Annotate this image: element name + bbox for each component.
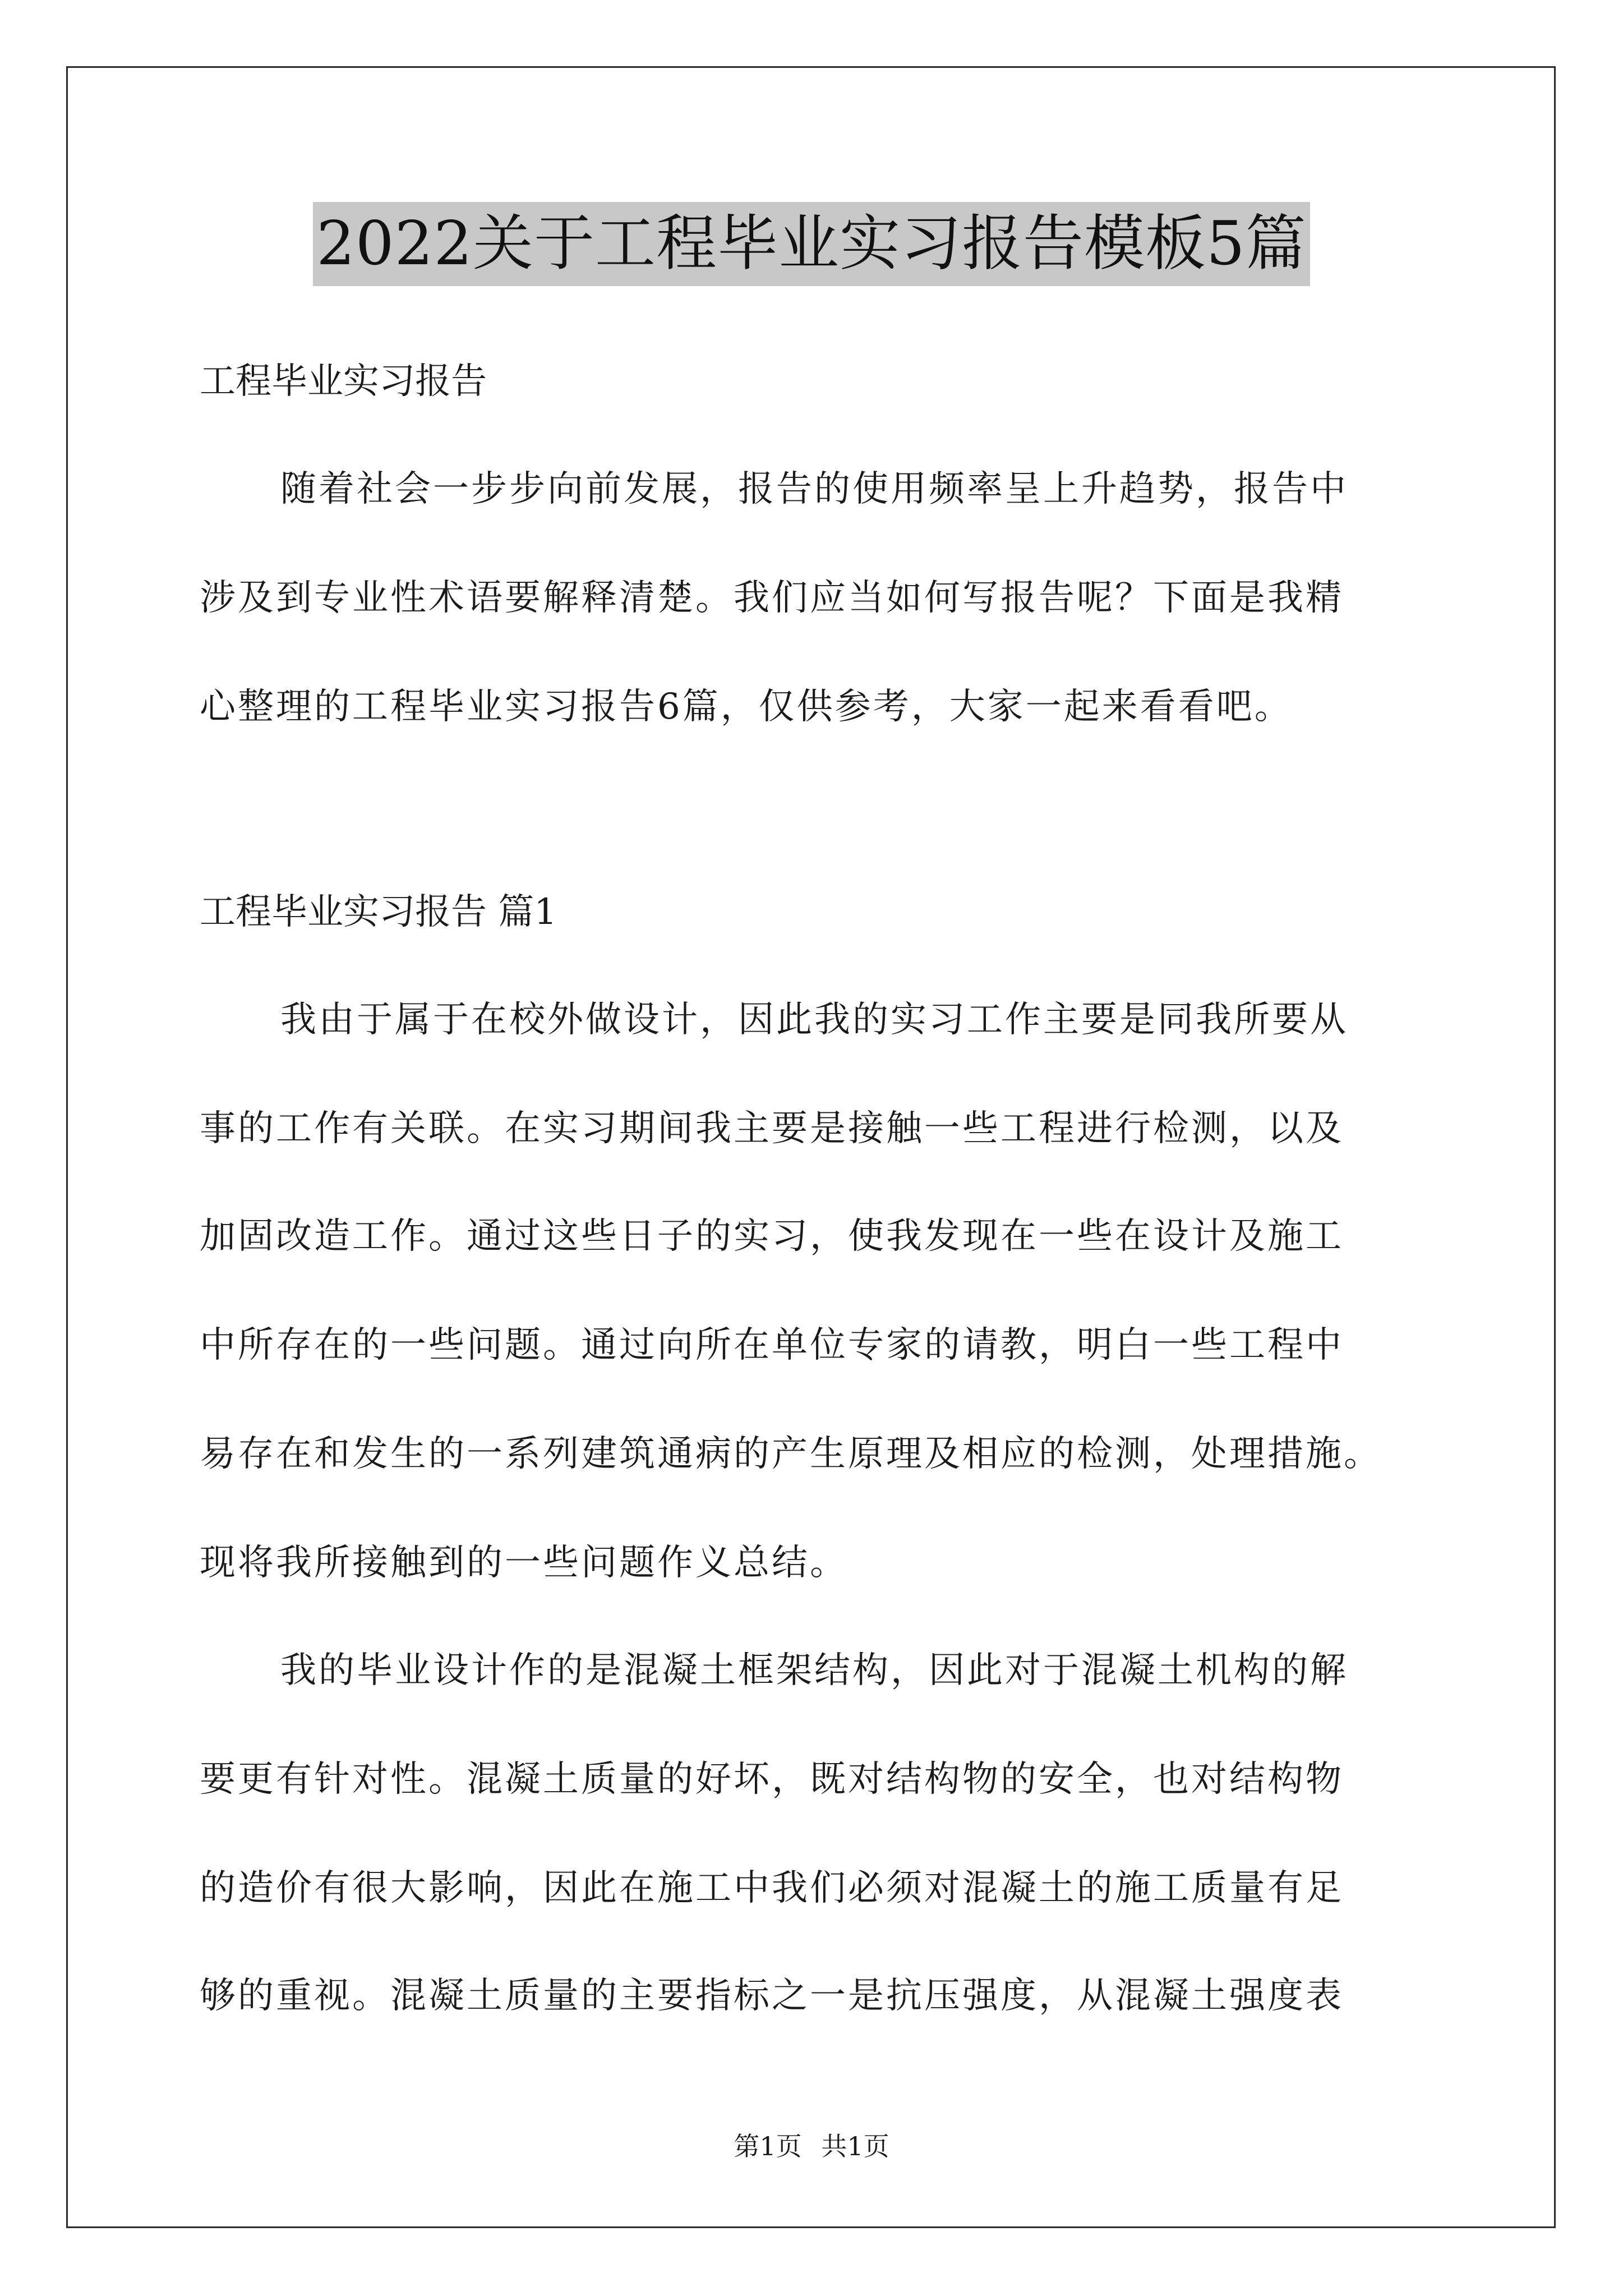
document-title: 2022关于工程毕业实习报告模板5篇 <box>313 202 1310 286</box>
paragraph-line: 够的重视。混凝土质量的主要指标之一是抗压强度，从混凝土强度表 <box>200 1975 1344 2017</box>
paragraph-line: 易存在和发生的一系列建筑通病的产生原理及相应的检测，处理措施。 <box>200 1433 1382 1475</box>
intro-line: 涉及到专业性术语要解释清楚。我们应当如何写报告呢？下面是我精 <box>200 577 1344 619</box>
intro-line: 心整理的工程毕业实习报告6篇，仅供参考，大家一起来看看吧。 <box>200 686 1293 728</box>
paragraph-line: 的造价有很大影响，因此在施工中我们必须对混凝土的施工质量有足 <box>200 1867 1344 1909</box>
page-number: 第1页 <box>734 2131 802 2161</box>
section-heading: 工程毕业实习报告 篇1 <box>200 891 557 933</box>
paragraph-line: 现将我所接触到的一些问题作义总结。 <box>200 1542 848 1584</box>
paragraph-line: 事的工作有关联。在实习期间我主要是接触一些工程进行检测，以及 <box>200 1108 1344 1149</box>
title-container <box>0 202 1623 286</box>
subtitle: 工程毕业实习报告 <box>200 361 487 402</box>
page-footer <box>0 2126 1623 2163</box>
paragraph-line: 我由于属于在校外做设计，因此我的实习工作主要是同我所要从 <box>280 999 1348 1041</box>
paragraph-line: 要更有针对性。混凝土质量的好坏，既对结构物的安全，也对结构物 <box>200 1759 1344 1800</box>
intro-line: 随着社会一步步向前发展，报告的使用频率呈上升趋势，报告中 <box>280 468 1348 510</box>
paragraph-line: 中所存在的一些问题。通过向所在单位专家的请教，明白一些工程中 <box>200 1324 1344 1366</box>
page-total: 共1页 <box>821 2131 889 2161</box>
paragraph-line: 我的毕业设计作的是混凝土框架结构，因此对于混凝土机构的解 <box>280 1650 1348 1691</box>
paragraph-line: 加固改造工作。通过这些日子的实习，使我发现在一些在设计及施工 <box>200 1216 1344 1257</box>
